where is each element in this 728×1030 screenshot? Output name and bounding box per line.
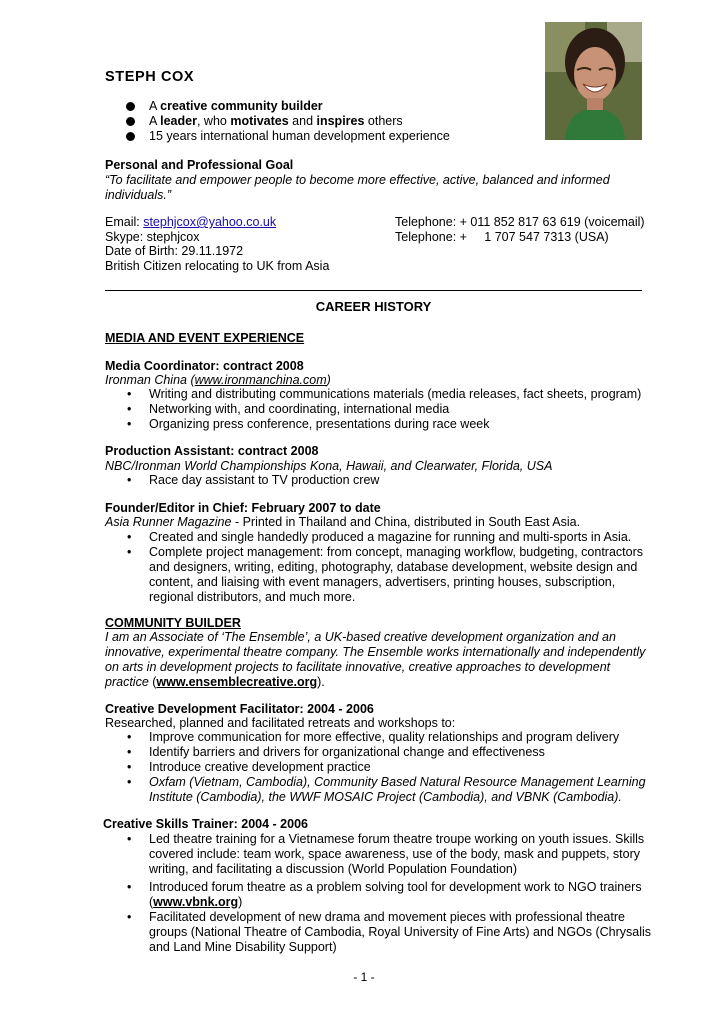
vbnk-link[interactable]: www.vbnk.org <box>153 895 239 909</box>
media-section-heading: MEDIA AND EVENT EXPERIENCE <box>105 331 305 345</box>
job-lead-creative-development: Researched, planned and facilitated retreats and workshops to: <box>105 716 456 730</box>
contact-phone-voicemail: Telephone: + 011 852 817 63 619 (voicemail) <box>395 215 645 229</box>
bullet-icon: • <box>127 473 132 487</box>
bullet-icon: • <box>127 730 132 744</box>
list-item: • Complete project management: from concept, managing workflow, budgeting, contractors and designers, writing, editing, photography, database development, website design and content, and liaising with event managers, advertisers, printing houses, subscription, regional distributors, and much more. <box>127 545 644 604</box>
job-title-creative-skills: Creative Skills Trainer: 2004 - 2006 <box>103 817 308 831</box>
media-coordinator-bullets <box>105 387 665 432</box>
production-assistant-bullets <box>105 473 665 488</box>
bullet-icon: • <box>127 530 132 544</box>
profile-photo <box>545 22 642 140</box>
candidate-name: STEPH COX <box>105 69 195 85</box>
goal-heading: Personal and Professional Goal <box>105 158 294 172</box>
list-item: • Oxfam (Vietnam, Cambodia), Community Based Natural Resource Management Learning Institute (Cambodia), the WWF MOSAIC Project (Cambodia), and VBNK (Cambodia). <box>127 775 646 804</box>
list-item: • Organizing press conference, presentations during race week <box>127 417 490 431</box>
list-item: • Created and single handedly produced a magazine for running and multi-sports in Asia. <box>127 530 632 544</box>
job-title-media-coordinator: Media Coordinator: contract 2008 <box>105 359 304 373</box>
bullet-icon: • <box>127 417 132 431</box>
bullet-icon <box>126 132 135 141</box>
page-number: - 1 - <box>353 970 375 984</box>
bullet-icon: • <box>127 387 132 401</box>
job-org-ironman-china: Ironman China (www.ironmanchina.com) <box>105 373 331 387</box>
bullet-icon: • <box>127 760 132 774</box>
highlight-item: 15 years international human development experience <box>105 129 525 144</box>
list-item: • Facilitated development of new drama and movement pieces with professional theatre groups (National Theatre of Cambodia, Royal University of Fine Arts) and NGOs (Chrysalis and Land Mine Disability Support) <box>127 910 652 954</box>
portrait-image <box>545 22 642 140</box>
list-item: • Race day assistant to TV production crew <box>127 473 380 487</box>
bullet-icon: • <box>127 910 132 924</box>
bullet-icon <box>126 102 135 111</box>
job-title-founder-editor: Founder/Editor in Chief: February 2007 to date <box>105 501 381 515</box>
bullet-icon: • <box>127 880 132 894</box>
goal-text: “To facilitate and empower people to become more effective, active, balanced and informed individuals.” <box>105 173 610 202</box>
job-org-asia-runner: Asia Runner Magazine - Printed in Thailand and China, distributed in South East Asia. <box>105 515 581 529</box>
contact-phone-usa: Telephone: + 1 707 547 7313 (USA) <box>395 230 609 244</box>
contact-email: Email: stephjcox@yahoo.co.uk <box>105 215 277 229</box>
divider <box>105 290 642 291</box>
bullet-icon: • <box>127 775 132 789</box>
email-link[interactable]: stephjcox@yahoo.co.uk <box>143 215 277 229</box>
list-item: • Identify barriers and drivers for organizational change and effectiveness <box>127 745 545 759</box>
list-item: • Introduce creative development practice <box>127 760 371 774</box>
job-org-nbc: NBC/Ironman World Championships Kona, Hawaii, and Clearwater, Florida, USA <box>105 459 553 473</box>
bullet-icon: • <box>127 545 132 559</box>
contact-citizenship: British Citizen relocating to UK from Asia <box>105 259 330 273</box>
founder-editor-bullets <box>105 530 665 605</box>
highlight-item: A leader, who motivates and inspires others <box>105 114 525 129</box>
list-item: • Introduced forum theatre as a problem solving tool for development work to NGO trainers (www.vbnk.org) <box>127 880 642 909</box>
contact-dob: Date of Birth: 29.11.1972 <box>105 244 244 258</box>
job-title-creative-development: Creative Development Facilitator: 2004 - 2006 <box>105 702 374 716</box>
contact-skype: Skype: stephjcox <box>105 230 200 244</box>
list-item: • Improve communication for more effective, quality relationships and program delivery <box>127 730 620 744</box>
bullet-icon: • <box>127 402 132 416</box>
list-item: • Networking with, and coordinating, international media <box>127 402 450 416</box>
bullet-icon: • <box>127 745 132 759</box>
list-item: • Led theatre training for a Vietnamese forum theatre troupe working on youth issues. Skills covered include: team work, space awareness, use of the body, mask and puppets, story writing, and facilitating a discussion (World Population Foundation) <box>127 832 645 876</box>
highlight-item: A creative community builder <box>105 99 525 114</box>
career-history-title: CAREER HISTORY <box>315 299 432 314</box>
ironmanchina-link[interactable]: www.ironmanchina.com <box>194 373 327 387</box>
bullet-icon: • <box>127 832 132 846</box>
creative-development-bullets <box>105 730 685 805</box>
bullet-icon <box>126 117 135 126</box>
job-title-production-assistant: Production Assistant: contract 2008 <box>105 444 319 458</box>
community-section-heading: COMMUNITY BUILDER <box>105 616 241 630</box>
creative-skills-bullets <box>105 832 685 955</box>
ensemblecreative-link[interactable]: www.ensemblecreative.org <box>156 675 318 689</box>
highlights-list <box>105 99 525 144</box>
community-intro: I am an Associate of ‘The Ensemble’, a UK-based creative development organization and an innovative, experimental theatre company. The Ensemble works internationally and independently on arts in development projects to facilitate innovative, creative approaches to development practice (www.ensemblecreative.org). <box>105 630 646 689</box>
list-item: • Writing and distributing communications materials (media releases, fact sheets, program) <box>127 387 642 401</box>
